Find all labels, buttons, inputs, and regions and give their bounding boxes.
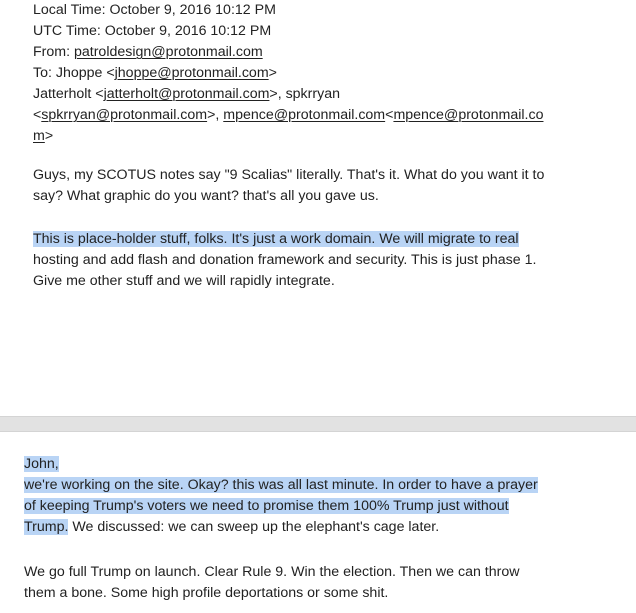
page-separator xyxy=(0,416,636,432)
paragraph-line: Give me other stuff and we will rapidly integrate. xyxy=(33,273,335,289)
to-close: > xyxy=(268,65,277,81)
to-email-link[interactable]: jhoppe@protonmail.com xyxy=(114,65,269,81)
email-header xyxy=(33,0,623,147)
utc-time-line: UTC Time: October 9, 2016 10:12 PM xyxy=(33,23,272,39)
cc2-sep: >, xyxy=(207,107,224,123)
paragraph-line xyxy=(33,229,623,250)
body-paragraph-3 xyxy=(24,454,614,538)
cc1-sep: >, spkrryan xyxy=(269,86,340,102)
paragraph-line xyxy=(24,517,614,538)
body-paragraph-2 xyxy=(33,229,623,292)
paragraph-line: say? What graphic do you want? that's all you gave us. xyxy=(33,188,379,204)
cc1-name: Jatterholt < xyxy=(33,86,104,102)
cc3-open: < xyxy=(385,107,394,123)
cc-line-3 xyxy=(33,126,623,147)
paragraph-line: We go full Trump on launch. Clear Rule 9. Win the election. Then we can throw xyxy=(24,564,520,580)
document-page-bottom xyxy=(0,432,636,613)
cc-line-2 xyxy=(33,105,623,126)
cc3-email-link[interactable]: mpence@protonmail.com xyxy=(223,107,386,123)
body-paragraph-4 xyxy=(24,562,614,604)
paragraph-line xyxy=(24,454,614,475)
cc2-open: < xyxy=(33,107,42,123)
cc3-close: > xyxy=(44,128,54,144)
highlighted-text: of keeping Trump's voters we need to promise them 100% Trump just without xyxy=(24,498,509,514)
paragraph-line: hosting and add flash and donation framework and security. This is just phase 1. xyxy=(33,252,537,268)
cc3-email-link-b-cont[interactable]: m xyxy=(33,128,45,144)
cc2-email-link[interactable]: spkrryan@protonmail.com xyxy=(41,107,208,123)
highlighted-text: we're working on the site. Okay? this was all last minute. In order to have a prayer xyxy=(24,477,538,493)
body-paragraph-1 xyxy=(33,165,623,207)
from-email-link[interactable]: patroldesign@protonmail.com xyxy=(73,44,263,60)
to-label: To: Jhoppe < xyxy=(33,65,115,81)
from-label: From: xyxy=(33,44,74,60)
from-line xyxy=(33,42,623,63)
paragraph-line xyxy=(24,475,614,496)
paragraph-text: We discussed: we can sweep up the elephant's cage later. xyxy=(68,519,440,535)
cc-line-1 xyxy=(33,84,623,105)
highlighted-text: Trump. xyxy=(24,519,69,535)
highlighted-text: John, xyxy=(24,456,59,472)
paragraph-line xyxy=(24,496,614,517)
highlighted-text: This is place-holder stuff, folks. It's just a work domain. We will migrate to real xyxy=(33,231,519,247)
paragraph-line: Guys, my SCOTUS notes say "9 Scalias" literally. That's it. What do you want it to xyxy=(33,167,545,183)
cc1-email-link[interactable]: jatterholt@protonmail.com xyxy=(103,86,270,102)
local-time-line: Local Time: October 9, 2016 10:12 PM xyxy=(33,2,276,18)
paragraph-line: them a bone. Some high profile deportations or some shit. xyxy=(24,585,389,601)
to-line xyxy=(33,63,623,84)
cc3-email-link-b[interactable]: mpence@protonmail.co xyxy=(393,107,544,123)
